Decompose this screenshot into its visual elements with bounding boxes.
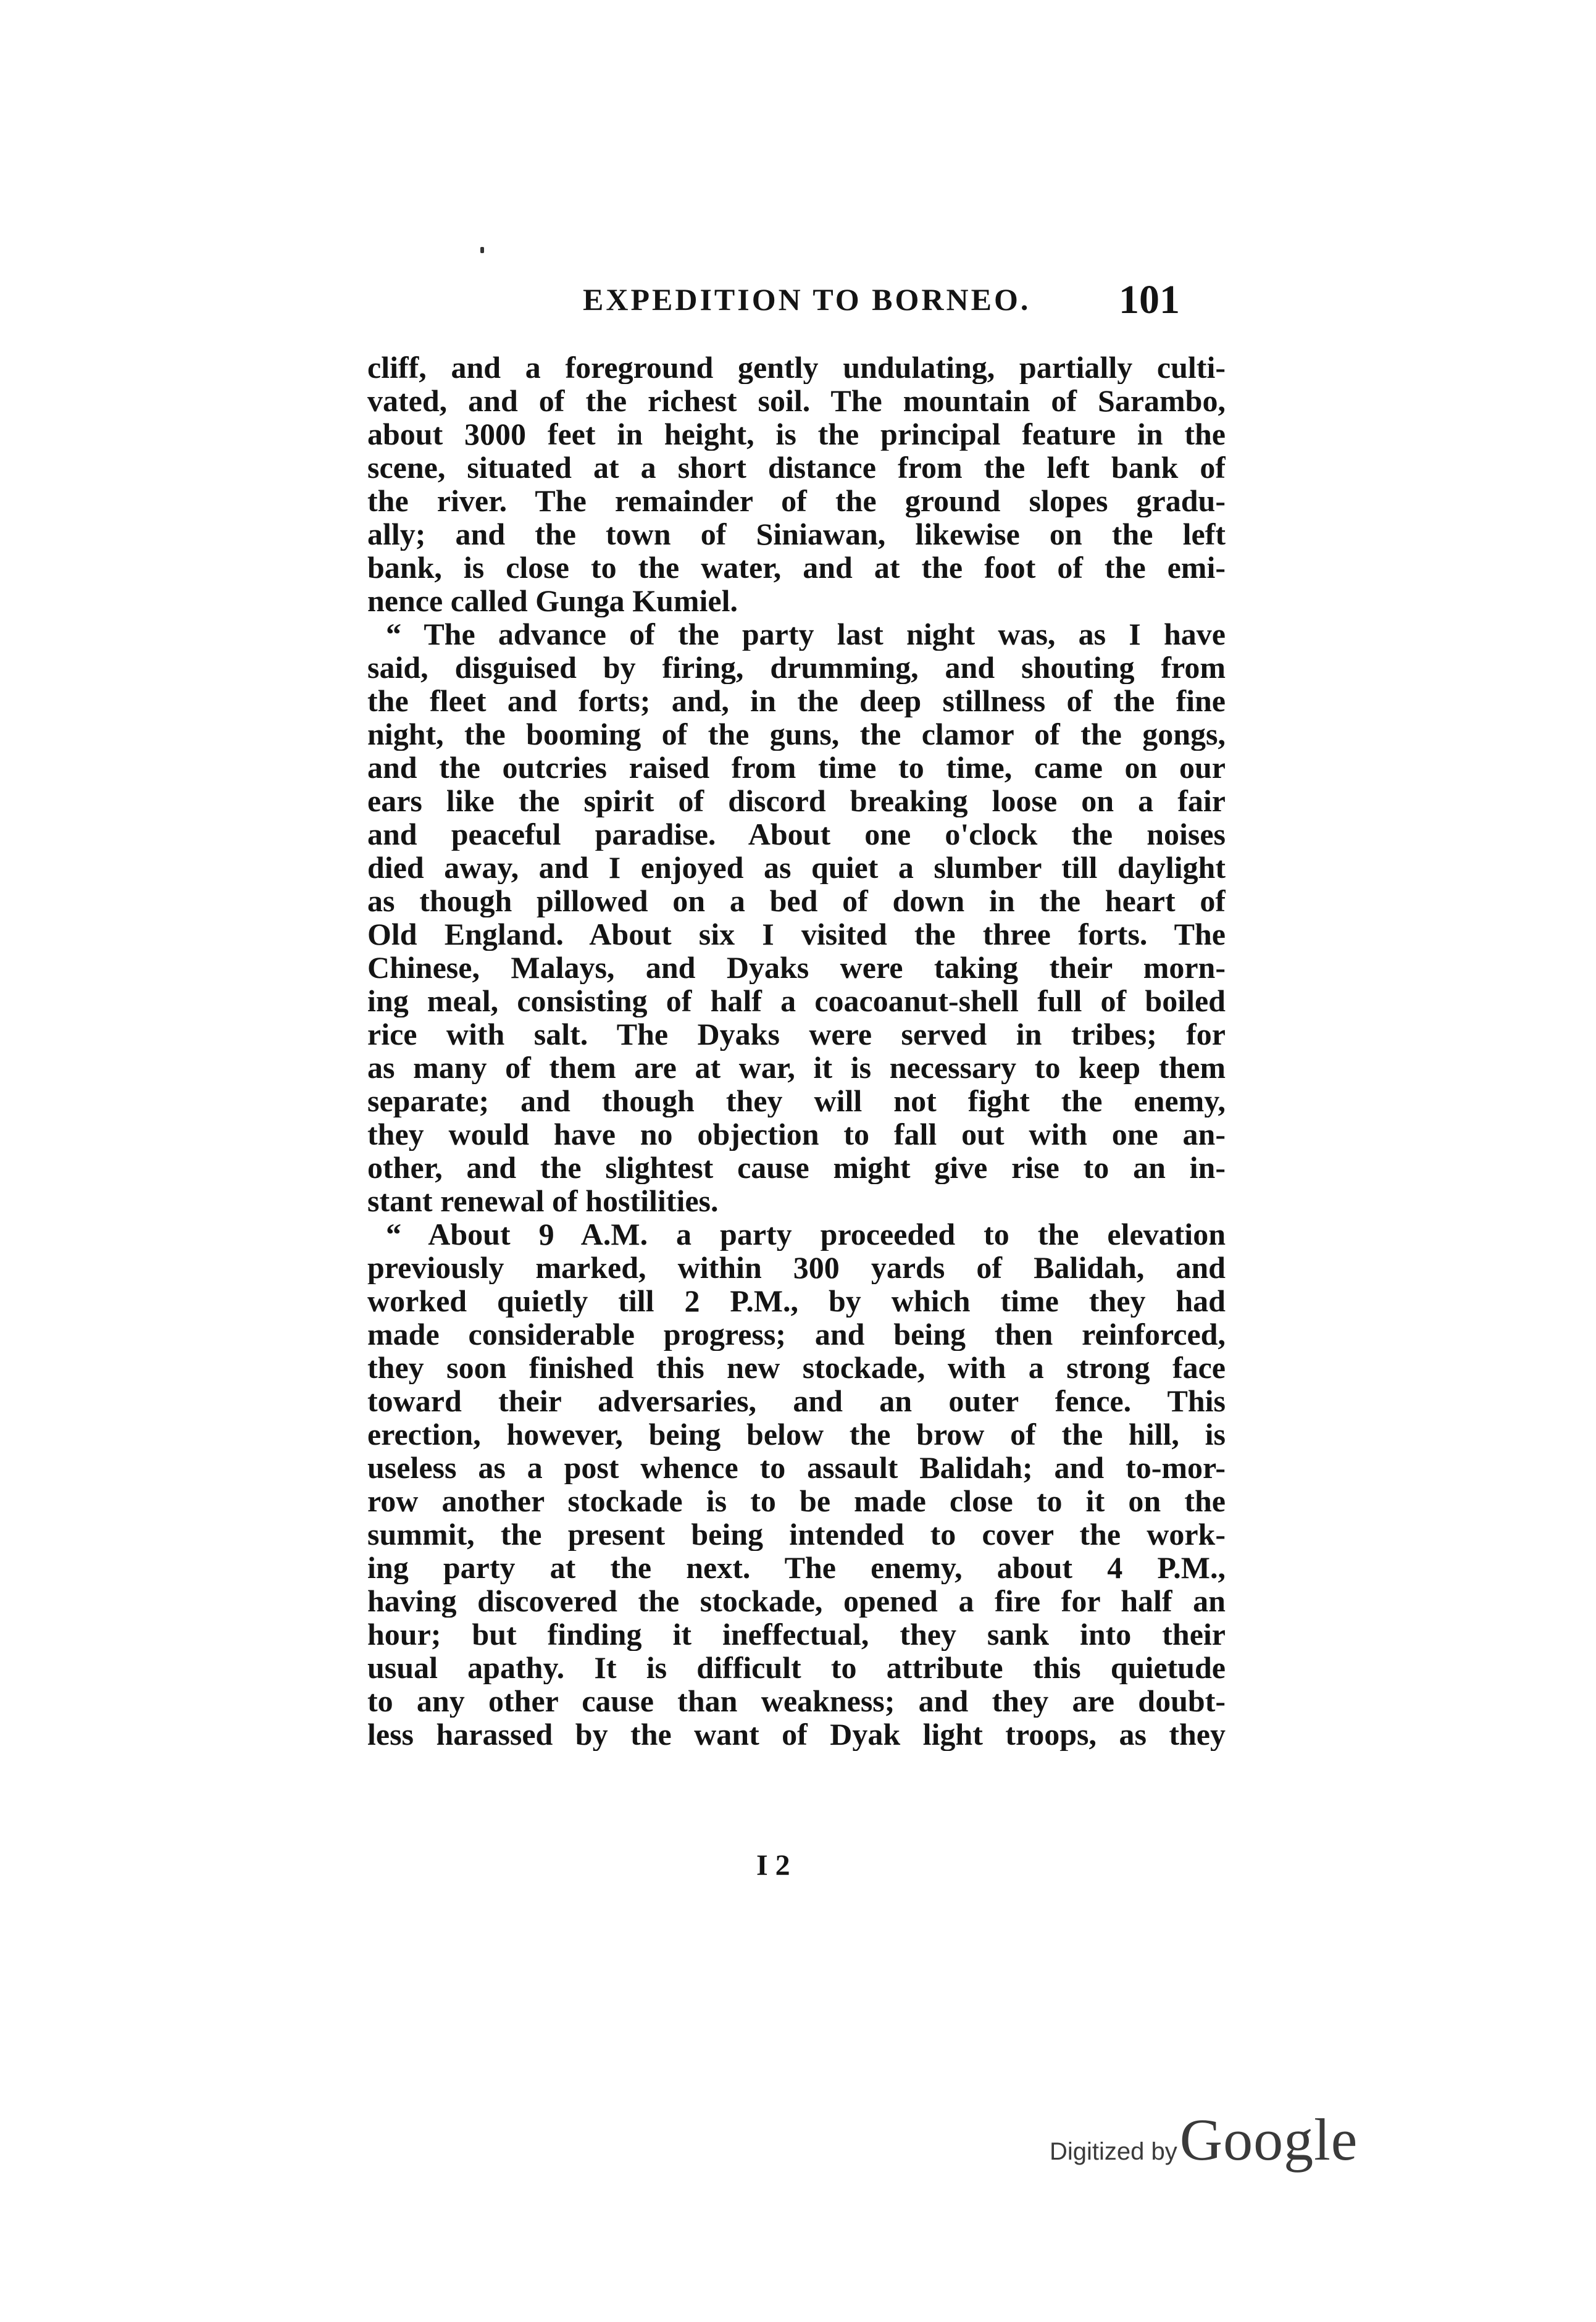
text-line: the fleet and forts; and, in the deep stillness of the fine: [367, 684, 1226, 717]
google-logo: Google: [1179, 2107, 1358, 2173]
text-line: toward their adversaries, and an outer fence. This: [367, 1384, 1226, 1418]
signature-mark: I 2: [756, 1849, 790, 1882]
text-line: died away, and I enjoyed as quiet a slumber till daylight: [367, 851, 1226, 884]
text-line: ears like the spirit of discord breaking loose on a fair: [367, 784, 1226, 817]
text-line: ing meal, consisting of half a coacoanut-shell full of boiled: [367, 984, 1226, 1017]
text-line: erection, however, being below the brow of the hill, is: [367, 1418, 1226, 1451]
text-line: and peaceful paradise. About one o'clock the noises: [367, 817, 1226, 851]
text-line: to any other cause than weakness; and they are doubt-: [367, 1684, 1226, 1718]
text-line: made considerable progress; and being then reinforced,: [367, 1318, 1226, 1351]
text-line: as though pillowed on a bed of down in the heart of: [367, 884, 1226, 917]
text-line: scene, situated at a short distance from the left bank of: [367, 451, 1226, 484]
running-head: EXPEDITION TO BORNEO.: [583, 282, 1031, 317]
text-line: cliff, and a foreground gently undulating, partially culti-: [367, 351, 1226, 384]
text-line: worked quietly till 2 P.M., by which time they had: [367, 1284, 1226, 1318]
text-line: rice with salt. The Dyaks were served in tribes; for: [367, 1017, 1226, 1051]
text-line: “ About 9 A.M. a party proceeded to the elevation: [386, 1217, 1226, 1251]
text-line: ally; and the town of Siniawan, likewise on the left: [367, 517, 1226, 551]
text-line: nence called Gunga Kumiel.: [367, 584, 738, 617]
ink-speck: [480, 247, 484, 253]
text-line: vated, and of the richest soil. The mountain of Sarambo,: [367, 384, 1226, 417]
text-line: Chinese, Malays, and Dyaks were taking their morn-: [367, 951, 1226, 984]
page-number: 101: [1119, 277, 1180, 322]
text-line: the river. The remainder of the ground slopes gradu-: [367, 484, 1226, 517]
text-line: usual apathy. It is difficult to attribute this quietude: [367, 1651, 1226, 1684]
text-line: as many of them are at war, it is necessary to keep them: [367, 1051, 1226, 1084]
text-line: and the outcries raised from time to time, came on our: [367, 751, 1226, 784]
text-line: having discovered the stockade, opened a fire for half an: [367, 1584, 1226, 1618]
text-line: about 3000 feet in height, is the principal feature in the: [367, 417, 1226, 451]
text-line: ing party at the next. The enemy, about 4 P.M.,: [367, 1551, 1226, 1584]
text-line: hour; but finding it ineffectual, they sank into their: [367, 1618, 1226, 1651]
text-line: bank, is close to the water, and at the foot of the emi-: [367, 551, 1226, 584]
digitized-watermark: [1050, 2105, 1358, 2174]
text-line: night, the booming of the guns, the clamor of the gongs,: [367, 717, 1226, 751]
text-line: stant renewal of hostilities.: [367, 1184, 719, 1217]
text-line: said, disguised by firing, drumming, and shouting from: [367, 651, 1226, 684]
text-line: they would have no objection to fall out with one an-: [367, 1117, 1226, 1151]
body-text: [367, 351, 1226, 1751]
text-line: useless as a post whence to assault Balidah; and to-mor-: [367, 1451, 1226, 1484]
text-line: “ The advance of the party last night was, as I have: [386, 617, 1226, 651]
text-line: Old England. About six I visited the three forts. The: [367, 917, 1226, 951]
text-line: less harassed by the want of Dyak light troops, as they: [367, 1718, 1226, 1751]
text-line: summit, the present being intended to cover the work-: [367, 1518, 1226, 1551]
watermark-prefix: Digitized by: [1050, 2138, 1177, 2165]
text-line: other, and the slightest cause might give rise to an in-: [367, 1151, 1226, 1184]
text-line: previously marked, within 300 yards of Balidah, and: [367, 1251, 1226, 1284]
text-line: row another stockade is to be made close to it on the: [367, 1484, 1226, 1518]
text-line: separate; and though they will not fight the enemy,: [367, 1084, 1226, 1117]
text-line: they soon finished this new stockade, with a strong face: [367, 1351, 1226, 1384]
